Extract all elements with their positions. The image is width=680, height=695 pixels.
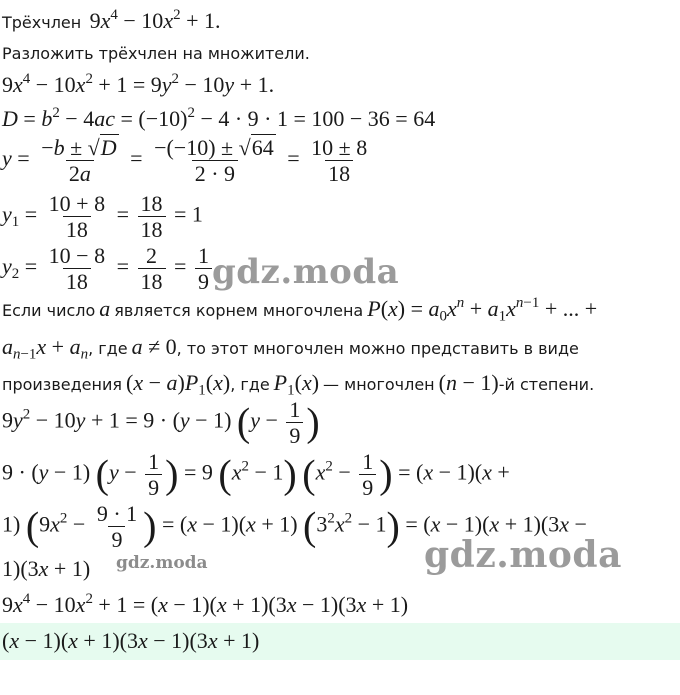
fraction: $\frac{18}{18}$ xyxy=(138,192,166,241)
back-substitution-line: 9 · (y − 1) (y − $\frac{1}{9}$ ) = 9 $(x^2 - 1) (x^2$ − $\frac{1}{9}$ ) = (x − 1)(x + xyxy=(2,449,510,501)
result-line: $9x^4 - 10x^2 + 1 = (x - 1)(x + 1)(3x - 1)(3x + 1)$ xyxy=(2,591,409,617)
fraction: $\frac{10 + 8}{18}$ xyxy=(48,191,106,243)
continuation-line: 1) ($9x^2$ − $\frac{9 \cdot 1}{9}$ ) = (x − 1)(x + 1) $(3^2x^2 - 1) = (x - 1)(x + 1)(3x$ − xyxy=(2,501,587,553)
answer-box xyxy=(0,623,680,660)
root-theorem-line-3: произведения $(x - a)P_1(x)$, где $P_1(x)$ — многочлен (n − 1)-й степени. xyxy=(2,370,595,399)
watermark-small: gdz.moda xyxy=(116,553,208,573)
fraction: $\frac{1}{9}$ xyxy=(359,450,376,499)
continuation-end-line: 1)(3x + 1) xyxy=(2,556,91,581)
fraction: $\frac{1}{9}$ xyxy=(195,244,212,293)
fraction: $\frac{2}{18}$ xyxy=(138,244,166,293)
factor-y-line: $9y^2 - 10y + 1 = 9 \cdot (y - 1) (y$ − $\frac{1}{9}$ ) xyxy=(2,397,320,449)
watermark: gdz.moda xyxy=(424,534,622,576)
fraction: $\frac{-(-10) \pm √64}{2 \cdot 9}$ xyxy=(154,135,274,187)
root-theorem-line-1: Если число a является корнем многочлена $P(x) = a_0x^n + a_1x^{n-1}$ + ... + xyxy=(2,295,598,325)
answer-formula: (x − 1)(x + 1)(3x − 1)(3x + 1) xyxy=(2,628,260,653)
task-text: Разложить трёхчлен на множители. xyxy=(2,44,310,63)
discriminant-line: $D = b^2 - 4ac = (-10)^2 - 4 \cdot 9 \cdot 1 = 100 - 36 = 64$ xyxy=(2,105,436,131)
fraction: $\frac{1}{9}$ xyxy=(286,398,303,447)
fraction: $\frac{10 - 8}{18}$ xyxy=(48,243,106,295)
root-y2-line: $y_2$ = $\frac{10 - 8}{18}$ = $\frac{2}{18}$ = $\frac{1}{9}$ xyxy=(2,244,215,293)
fraction: $\frac{10 \pm 8}{18}$ xyxy=(311,135,368,187)
roots-formula-line: y = $\frac{-b \pm √D}{2a}$ = $\frac{-(-10) \pm √64}{2 \cdot 9}$ = $\frac{10 \pm 8}{18}$ xyxy=(2,136,373,185)
root-y1-line: $y_1$ = $\frac{10 + 8}{18}$ = $\frac{18}{18}$ = 1 xyxy=(2,191,203,243)
fraction: $\frac{1}{9}$ xyxy=(145,450,162,499)
fraction: $\frac{9 \cdot 1}{9}$ xyxy=(96,501,138,553)
substitution-line: $9x^4 - 10x^2 + 1 = 9y^2 - 10y + 1$. xyxy=(2,71,275,97)
heading-text: Трёхчлен xyxy=(2,13,82,32)
root-theorem-line-2: $a_{n-1}x + a_n$, где a ≠ 0, то этот многочлен можно представить в виде xyxy=(2,334,579,363)
heading-formula: $9x^4 - 10x^2 + 1$. xyxy=(85,7,221,33)
heading xyxy=(2,8,220,34)
fraction: $\frac{-b \pm √D}{2a}$ xyxy=(41,135,117,187)
watermark: gdz.moda xyxy=(212,252,400,292)
